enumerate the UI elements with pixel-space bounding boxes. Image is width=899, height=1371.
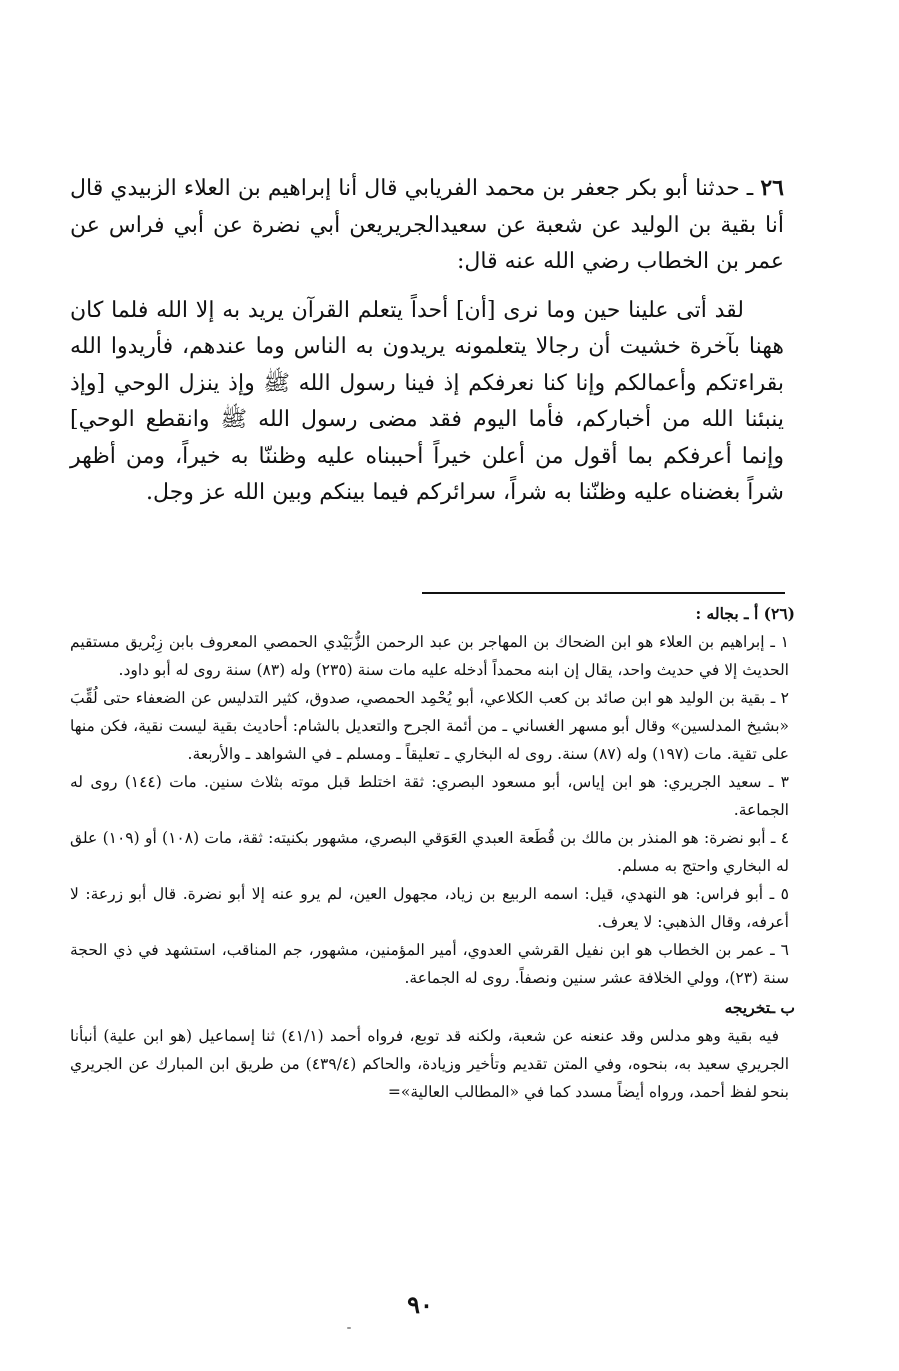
footnote-divider [422,592,785,594]
hadith-isnad-paragraph [70,170,784,281]
narrator-note-1: ١ ـ إبراهيم بن العلاء هو ابن الضحاك بن المهاجر بن عبد الرحمن الزُّبَيْدي الحمصي المعروف بابن زِبْريق مستقيم الحديث إلا في حديث واحد، يقال إن ابنه محمداً أدخله عليه مات سنة (٢٣٥) وله (٨٣) سنة روى له أبو داود. [70,633,789,679]
print-speck [347,1327,351,1329]
takhrij-heading: ب ـتخريجه [724,998,795,1017]
narrator-note-3: ٣ ـ سعيد الجريري: هو ابن إياس، أبو مسعود البصري: ثقة اختلط قبل موته بثلاث سنين. مات (١٤٤) روى له الجماعة. [70,773,789,819]
page-number: ٩٠ [407,1290,433,1319]
isnad-text: ـ حدثنا أبو بكر جعفر بن محمد الفريابي قال أنا إبراهيم بن العلاء الزبيدي قال أنا بقية بن الوليد عن شعبة عن سعيدالجريريعن أبي نضرة عن أبي فراس عن عمر بن الخطاب رضي الله عنه قال: [70,176,784,274]
narrator-note-4: ٤ ـ أبو نضرة: هو المنذر بن مالك بن قُطَعة العبدي العَوَقي البصري، مشهور بكنيته: ثقة، مات (١٠٨) أو (١٠٩) علق له البخاري واحتج به مسلم. [70,829,790,875]
narrator-note-2: ٢ ـ بقية بن الوليد هو ابن صائد بن كعب الكلاعي، أبو يُحْمِد الحمصي، صدوق، كثير التدليس عن الضعفاء حتى لُقِّبَ «بشيخ المدلسين» وقال أبو مسهر الغساني ـ من أئمة الجرح والتعديل بالشام: أحاديث بقية ليست نقية، فكن منها على تقية. مات (١٩٧) وله (٨٧) سنة. روى له البخاري ـ تعليقاً ـ ومسلم ـ في الشواهد ـ والأربعة. [70,689,789,763]
narrators-heading: (٢٦) أ ـ بجاله : [695,604,795,623]
hadith-matn-paragraph: لقد أتى علينا حين وما نرى [أن] أحداً يتعلم القرآن يريد به إلا الله فلما كان ههنا بآخرة خشيت أن رجالا يتعلمونه يريدون به الناس وما عندهم، فأريدوا الله بقراءتكم وأعمالكم وإنا كنا نعرفكم إذ فينا رسول الله ﷺ وإذ ينزل الوحي [وإذ ينبئنا الله من أخباركم، فأما اليوم فقد مضى رسول الله ﷺ وانقطع الوحي] وإنما أعرفكم بما أقول من أعلن خيراً أحببناه عليه وظننّا به خيراً، ومن أظهر شراً بغضناه عليه وظنّنا به شراً، سرائركم فيما بينكم وبين الله عز وجل. [70,297,784,505]
takhrij-text: فيه بقية وهو مدلس وقد عنعنه عن شعبة، ولكنه قد توبع، فرواه أحمد (٤١/١) ثنا إسماعيل (هو ابن علية) أنبأنا الجريري سعيد به، بنحوه، وفي المتن تقديم وتأخير وزيادة، والحاكم (٤٣٩/٤) من طريق ابن المبارك عن الجريري بنحو لفظ أحمد، ورواه أيضاً مسدد كما في «المطالب العالية»= [70,1027,790,1101]
footnotes-block [70,600,795,1106]
hadith-number: ٢٦ [760,175,784,201]
narrator-note-6: ٦ ـ عمر بن الخطاب هو ابن نفيل القرشي العدوي، أمير المؤمنين، مشهور، جم المناقب، استشهد في ذي الحجة سنة (٢٣)، وولي الخلافة عشر سنين ونصفاً. روى له الجماعة. [70,941,789,987]
narrator-note-5: ٥ ـ أبو فراس: هو النهدي، قيل: اسمه الربيع بن زياد، مجهول العين، لم يرو عنه إلا أبو نضرة. قال أبو زرعة: لا أعرفه، وقال الذهبي: لا يعرف. [70,885,789,931]
main-text-block [70,170,784,512]
